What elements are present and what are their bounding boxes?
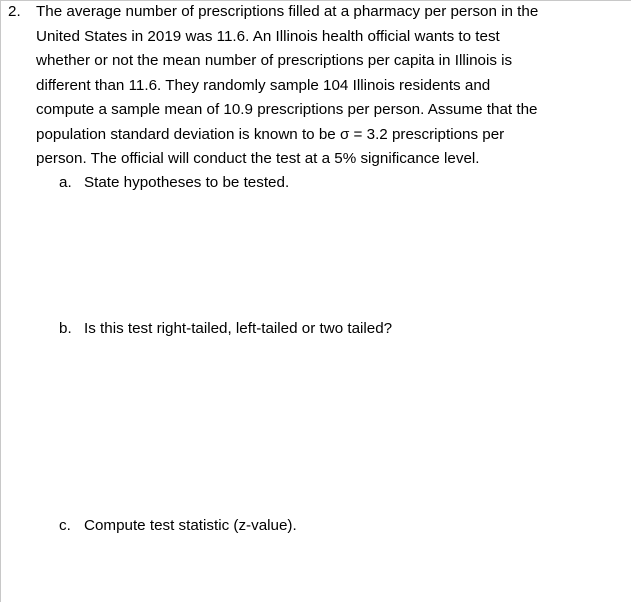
question-number: 2. [8, 3, 21, 20]
part-b-text: Is this test right-tailed, left-tailed or two tailed? [84, 320, 393, 337]
question-line: different than 11.6. They randomly sample 104 Illinois residents and [36, 76, 491, 94]
question-2 [8, 0, 626, 172]
question-line: population standard deviation is known to be σ = 3.2 prescriptions per [36, 125, 505, 143]
part-b [59, 317, 392, 341]
part-b-letter: b. [59, 320, 72, 337]
question-text [36, 0, 626, 172]
question-line: whether or not the mean number of prescriptions per capita in Illinois is [36, 52, 513, 69]
part-c [59, 514, 297, 538]
part-a [59, 171, 289, 195]
question-line: person. The official will conduct the test at a 5% significance level. [36, 150, 480, 167]
question-line: The average number of prescriptions filled at a pharmacy per person in the [36, 3, 539, 20]
part-c-letter: c. [59, 517, 71, 534]
question-line: United States in 2019 was 11.6. An Illinois health official wants to test [36, 27, 500, 45]
part-c-text: Compute test statistic (z-value). [84, 517, 297, 534]
question-line: compute a sample mean of 10.9 prescriptions per person. Assume that the [36, 101, 538, 118]
part-a-letter: a. [59, 174, 72, 191]
part-a-text: State hypotheses to be tested. [84, 174, 290, 191]
